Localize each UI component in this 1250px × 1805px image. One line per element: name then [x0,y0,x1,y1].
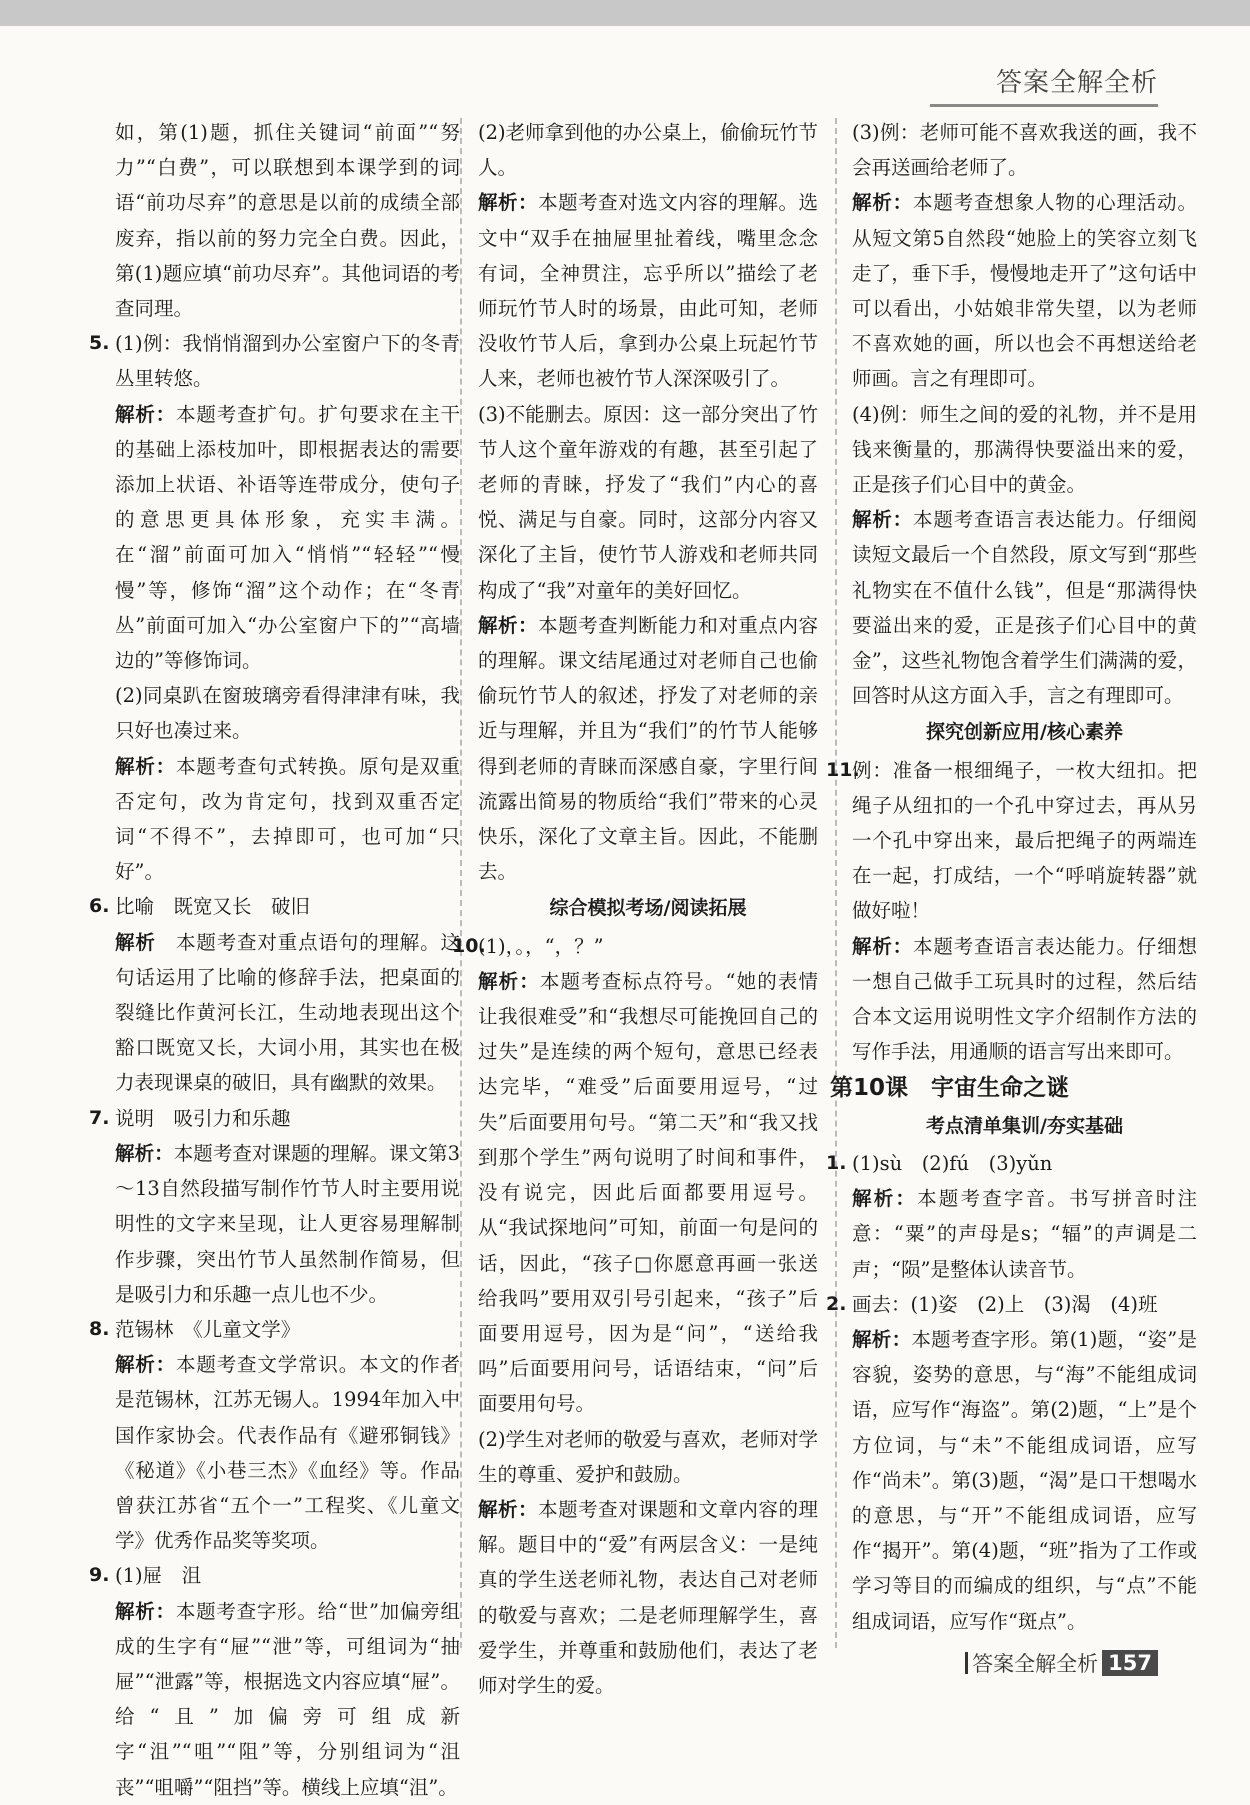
analysis-label: 解析： [852,508,914,532]
answer-text: (1)，。，“，？” [478,934,604,958]
text-paragraph [478,1422,818,1492]
question-number: 10. [452,934,486,957]
text-paragraph [478,608,818,890]
text-paragraph [852,115,1197,185]
text-paragraph [115,678,460,748]
section-heading: 探究创新应用/核心素养 [926,721,1123,744]
text-paragraph [115,925,460,1101]
text-paragraph [478,115,818,185]
page-number: 157 [1102,1650,1158,1676]
answer-text: (4)例：师生之间的爱的礼物，并不是用钱来衡量的，那满得快要溢出来的爱，正是孩子们心目中的黄金。 [852,402,1197,497]
text-paragraph [852,397,1197,503]
question-item [89,1101,460,1136]
header-title: 答案全解全析 [995,68,1158,98]
answer-text: 画去：(1)姿 (2)上 (3)渴 (4)班 [852,1292,1158,1316]
analysis-text: 本题考查判断能力和对重点内容的理解。课文结尾通过对老师自己也偷偷玩竹节人的叙述，抒发了对老师的亲近与理解，并且为“我们”的竹节人能够得到老师的青睐而深感自豪，字里行间流露出简易的物质给“我们”带来的心灵快乐，深化了文章主旨。因此，不能删去。 [478,613,818,884]
analysis-text: 本题考查对重点语句的理解。这句话运用了比喻的修辞手法，把桌面的裂缝比作黄河长江，生动地表现出这个豁口既宽又长，大词小用，其实也在极力表现课桌的破旧，具有幽默的效果。 [115,930,460,1095]
answer-text: 比喻 既宽又长 破旧 [115,895,311,919]
analysis-label: 解析： [852,191,914,215]
analysis-text: 本题考查句式转换。原句是双重否定句，改为肯定句，找到双重否定词“不得不”，去掉即可，也可加“只好”。 [115,754,460,884]
column-left [89,115,460,1799]
text-paragraph [115,749,460,890]
question-number: 6. [89,895,110,918]
analysis-text: 本题考查对选文内容的理解。选文中“双手在抽屉里扯着线，嘴里念念有词，全神贯注，忘乎所以”描绘了老师玩竹节人时的场景，由此可知，老师没收竹节人后，拿到办公桌上玩起竹节人来，老师也被竹节人深深吸引了。 [478,191,818,391]
answer-text: (2)老师拿到他的办公桌上，偷偷玩竹节人。 [478,121,818,180]
text-paragraph [852,929,1197,1070]
analysis-label: 解析： [852,1327,912,1351]
section-heading: 考点清单集训/夯实基础 [926,1114,1123,1137]
text-paragraph [852,502,1197,713]
text-paragraph [478,185,818,396]
question-item [826,1287,1197,1322]
question-number: 2. [826,1292,847,1315]
answer-text: 范锡林 《儿童文学》 [115,1317,301,1341]
analysis-label: 解析： [478,191,539,215]
analysis-label: 解析： [115,1353,177,1377]
question-item [89,889,460,924]
footer-title: 答案全解全析 [972,1652,1099,1676]
analysis-label: 解析： [478,1497,539,1521]
question-item [826,753,1197,929]
analysis-label: 解析： [115,754,177,778]
analysis-text: 本题考查对课题的理解。课文第3～13自然段描写制作竹节人时主要用说明性的文字来呈现，让人更容易理解制作步骤，突出竹节人虽然制作简易，但是吸引力和乐趣一点儿也不少。 [115,1141,460,1306]
text-paragraph [115,397,460,679]
analysis-label: 解析： [115,1599,176,1623]
analysis-label: 解析： [852,1187,918,1211]
text-paragraph [115,115,460,326]
question-number: 7. [89,1106,110,1129]
analysis-label: 解析： [115,1141,174,1165]
analysis-text: 本题考查扩句。扩句要求在主干的基础上添枝加叶，即根据表达的需要添加上状语、补语等连带成分，使句子的意思更具体形象，充实丰满。在“溜”前面可加入“悄悄”“轻轻”“慢慢”等，修饰“溜”这个动作；在“冬青丛”前面可加入“办公室窗户下的”“高墙边的”等修饰词。 [115,402,460,673]
answer-text: (1)例：我悄悄溜到办公室窗户下的冬青丛里转悠。 [115,332,460,391]
question-number: 11. [826,758,860,781]
analysis-text: 本题考查字形。给“世”加偏旁组成的生字有“屉”“泄”等，可组词为“抽屉”“泄露”等，根据选文内容应填“屉”。给“且”加偏旁可组成新字“沮”“咀”“阻”等，分别组词为“沮丧”“咀嚼”“阻挡”等。横线上应填“沮”。 [115,1599,460,1799]
answer-text: 如，第(1)题，抓住关键词“前面”“努力”“白费”，可以联想到本课学到的词语“前功尽弃”的意思是以前的成绩全部废弃，指以前的努力完全白费。因此，第(1)题应填“前功尽弃”。其他词语的考查同理。 [115,121,460,321]
text-paragraph [115,1594,460,1805]
analysis-text: 本题考查字形。第(1)题，“姿”是容貌，姿势的意思，与“海”不能组成词语，应写作“海盗”。第(2)题，“上”是个方位词，与“未”不能组成词语，应写作“尚未”。第(3)题，“渴”是口干想喝水的意思，与“开”不能组成词语，应写作“揭开”。第(4)题，“班”指为了工作或学习等目的而编成的组织，与“点”不能组成词语，应写作“斑点”。 [852,1327,1197,1633]
column-middle [452,115,818,1697]
question-item [89,326,460,396]
text-paragraph [852,1322,1197,1639]
analysis-label: 解析： [478,613,539,637]
header-rule [930,104,1158,107]
section-heading: 综合模拟考场/阅读拓展 [549,897,747,920]
analysis-text: 本题考查字音。书写拼音时注意：“粟”的声母是s；“辐”的声调是二声；“陨”是整体认读音节。 [852,1187,1197,1281]
answer-text: (3)例：老师可能不喜欢我送的画，我不会再送画给老师了。 [852,121,1197,180]
column-divider [460,118,462,1648]
top-bar [0,0,1250,26]
question-item [89,1312,460,1347]
answer-text: (1)sù (2)fú (3)yǔn [852,1151,1053,1175]
question-number: 8. [89,1317,110,1340]
question-number: 5. [89,332,110,355]
question-item [452,929,818,964]
text-paragraph [478,397,818,608]
analysis-label: 解析 [115,930,156,954]
text-paragraph [115,1347,460,1558]
question-item [826,1146,1197,1181]
text-paragraph [852,185,1197,396]
column-right [826,115,1197,1645]
text-paragraph [115,1136,460,1312]
text-paragraph [852,1181,1197,1287]
analysis-text: 本题考查对课题和文章内容的理解。题目中的“爱”有两层含义：一是纯真的学生送老师礼物，表达自己对老师的敬爱与喜欢；二是老师理解学生，喜爱学生，并尊重和鼓励他们，表达了老师对学生的爱。 [478,1497,818,1697]
answer-text: (2)学生对老师的敬爱与喜欢，老师对学生的尊重、爱护和鼓励。 [478,1427,818,1486]
footer-bar [965,1652,968,1674]
answer-text: (1)屉 沮 [115,1564,202,1588]
analysis-label: 解析： [852,934,914,958]
analysis-text: 本题考查标点符号。“她的表情让我很难受”和“我想尽可能挽回自己的过失”是连续的两个短句，意思已经表达完毕，“难受”后面要用逗号，“过失”后面要用句号。“第二天”和“我又找到那个学生”两句说明了时间和事件，没有说完，因此后面都要用逗号。从“我试探地问”可知，前面一句是问的话，因此，“孩子□你愿意再画一张送给我吗”要用双引号引起来，“孩子”后面要用逗号，因为是“问”，“送给我吗”后面要用问号，话语结束，“问”后面要用句号。 [478,969,818,1416]
question-number: 1. [826,1151,847,1174]
analysis-text: 本题考查语言表达能力。仔细想一想自己做手工玩具时的过程，然后结合本文运用说明性文字介绍制作方法的写作手法，用通顺的语言写出来即可。 [852,934,1197,1064]
analysis-text: 本题考查文学常识。本文的作者是范锡林，江苏无锡人。1994年加入中国作家协会。代表作品有《避邪铜钱》《秘道》《小巷三杰》《血经》等。作品曾获江苏省“五个一”工程奖、《儿童文学》优秀作品奖等奖项。 [115,1353,460,1553]
question-item [89,1558,460,1593]
answer-text: (2)同桌趴在窗玻璃旁看得津津有味，我只好也凑过来。 [115,684,460,743]
question-number: 9. [89,1564,110,1587]
answer-text: 说明 吸引力和乐趣 [115,1106,291,1130]
answer-text: (3)不能删去。原因：这一部分突出了竹节人这个童年游戏的有趣，甚至引起了老师的青睐，抒发了“我们”内心的喜悦、满足与自豪。同时，这部分内容又深化了主旨，使竹节人游戏和老师共同构成了“我”对童年的美好回忆。 [478,402,818,602]
text-paragraph [478,964,818,1422]
text-paragraph [478,1492,818,1703]
analysis-label: 解析： [115,402,177,426]
analysis-label: 解析： [478,969,540,993]
lesson-title: 第10课 宇宙生命之谜 [830,1075,1070,1102]
analysis-text: 本题考查语言表达能力。仔细阅读短文最后一个自然段，原文写到“那些礼物实在不值什么钱”，但是“那满得快要溢出来的爱，正是孩子们心目中的黄金”，这些礼物饱含着学生们满满的爱，回答时从这方面入手，言之有理即可。 [852,508,1197,708]
answer-text: 例：准备一根细绳子，一枚大纽扣。把绳子从纽扣的一个孔中穿过去，再从另一个孔中穿出来，最后把绳子的两端连在一起，打成结，一个“呼哨旋转器”就做好啦！ [852,758,1197,923]
analysis-text: 本题考查想象人物的心理活动。从短文第5自然段“她脸上的笑容立刻飞走了，垂下手，慢慢地走开了”这句话中可以看出，小姑娘非常失望，以为老师不喜欢她的画，所以也会不再想送给老师画。言之有理即可。 [852,191,1197,391]
footer [965,1648,1158,1678]
